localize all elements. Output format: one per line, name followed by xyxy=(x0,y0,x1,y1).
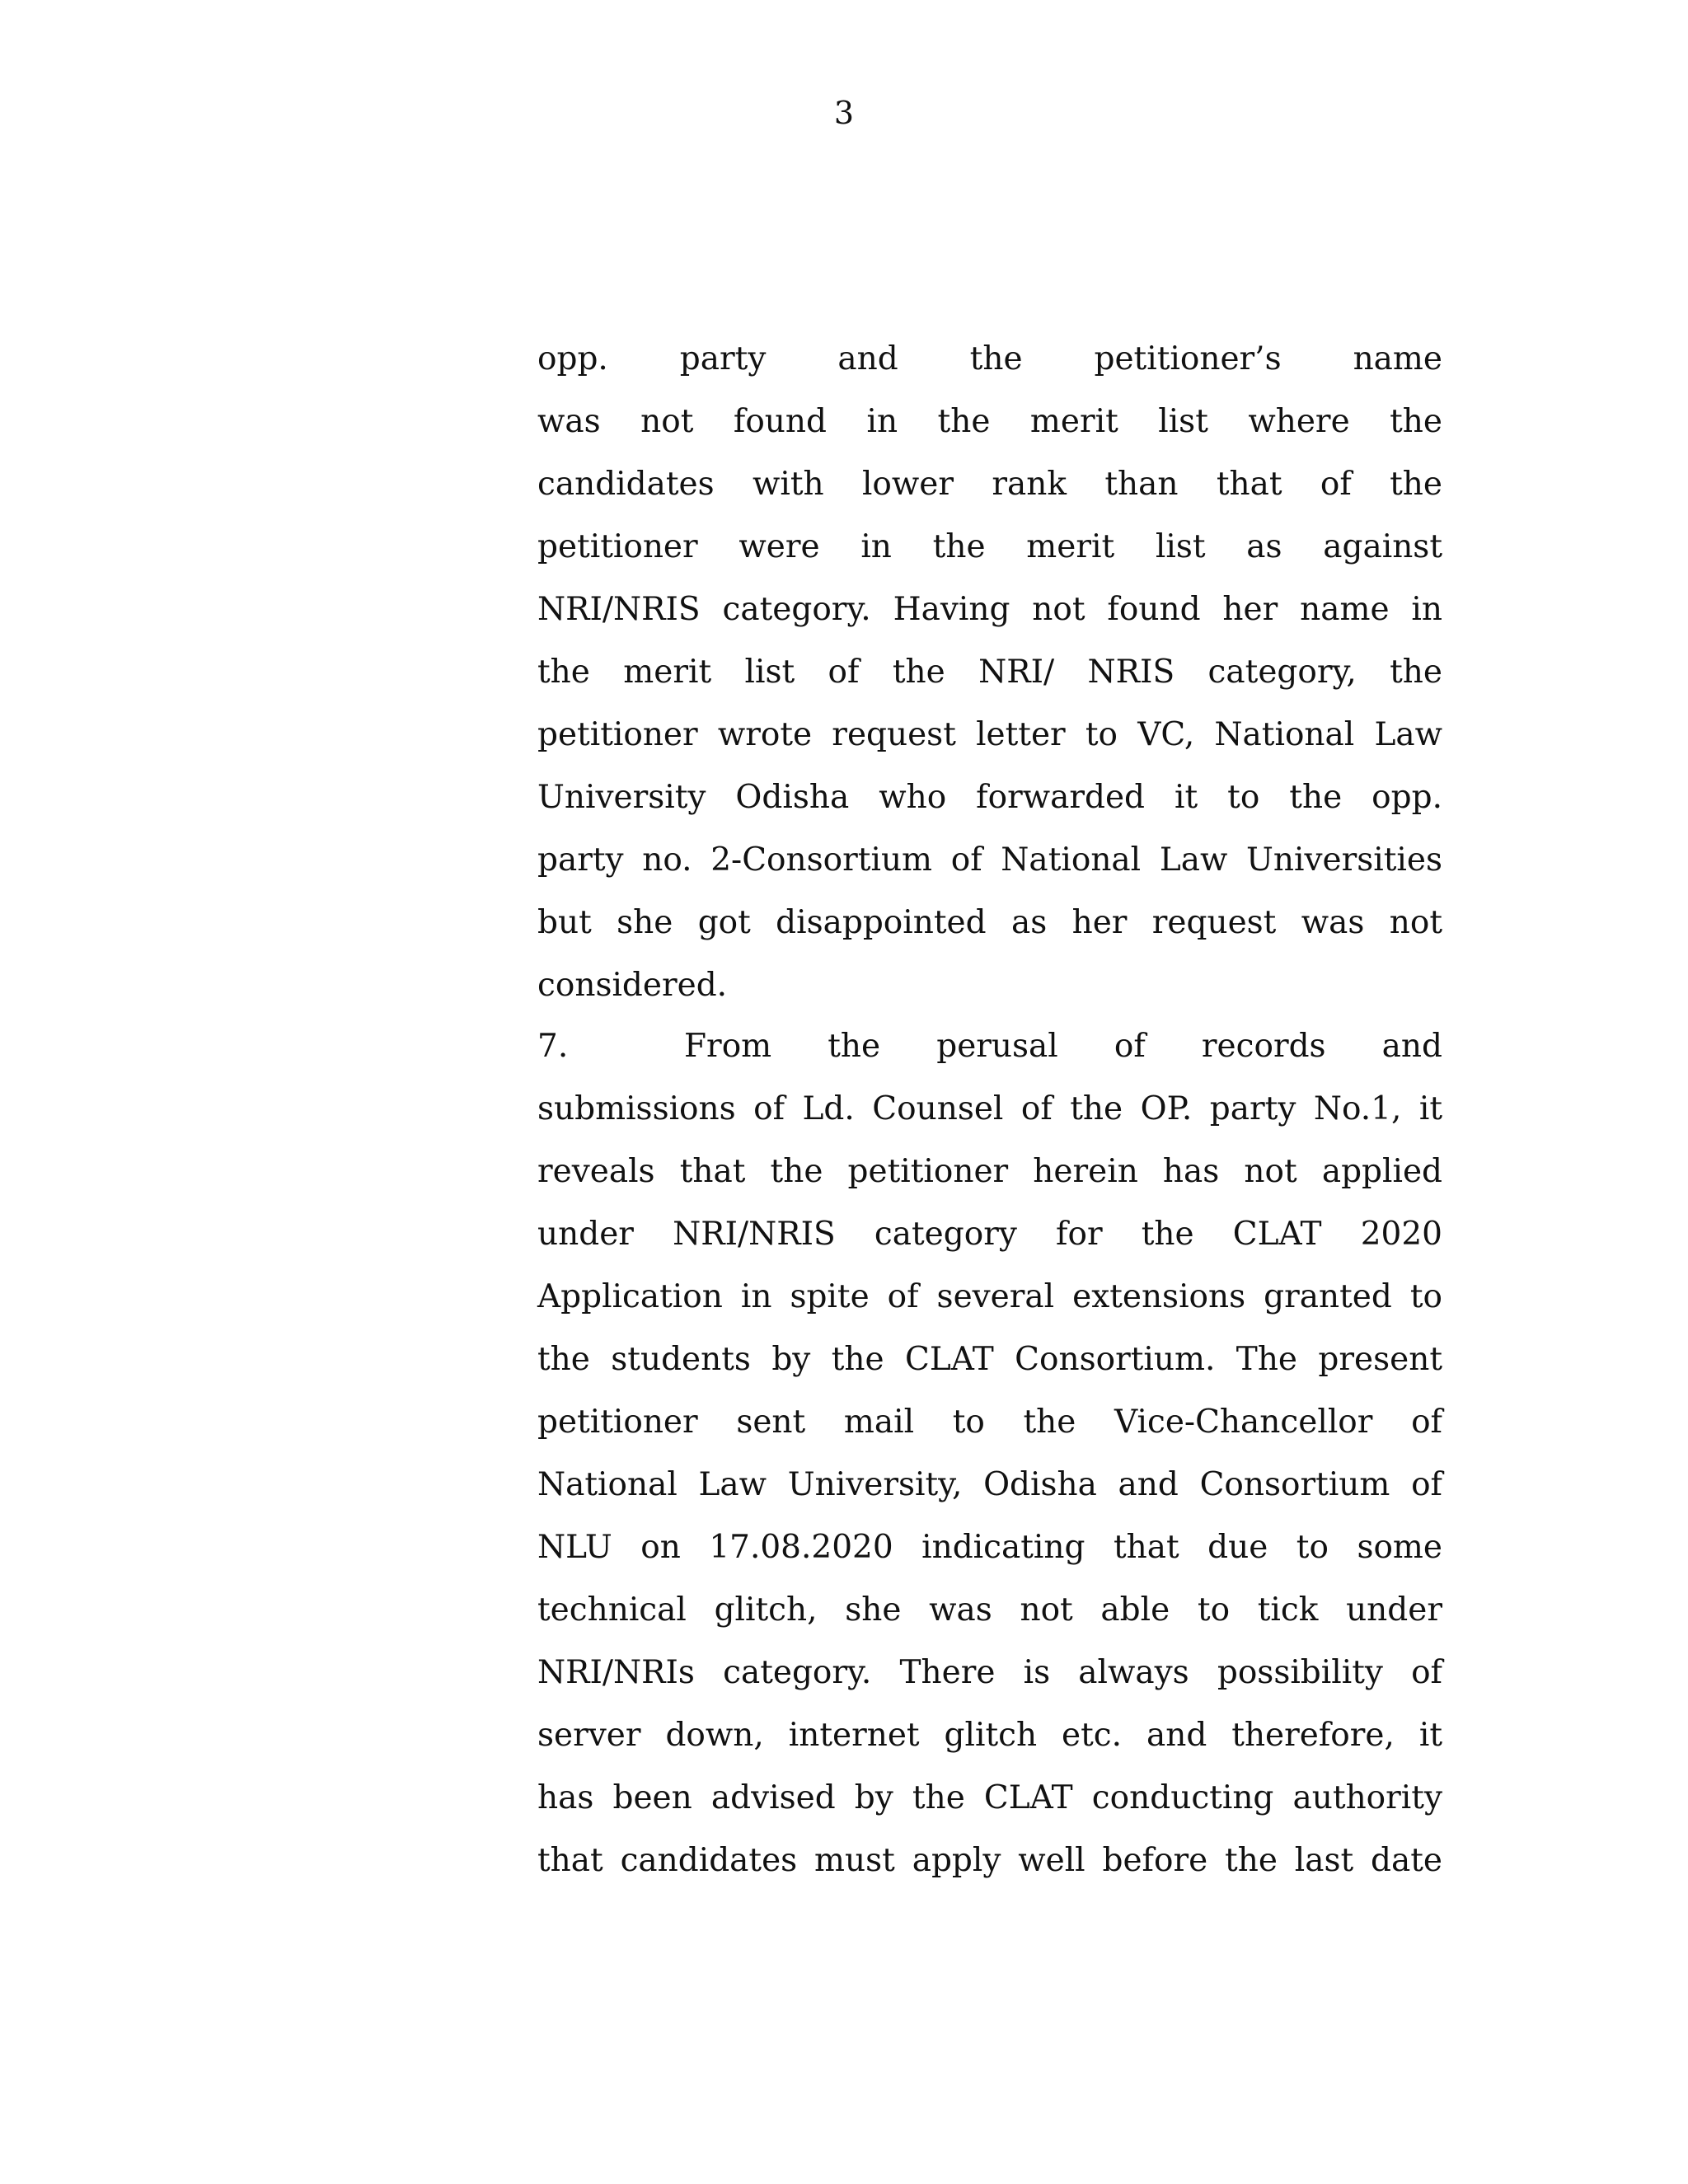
text-line: considered. xyxy=(537,967,728,1004)
text-line: petitioner sent mail to the Vice-Chancellor of xyxy=(537,1404,1442,1441)
paragraph-continued xyxy=(537,328,1442,1017)
text-line: technical glitch, she was not able to tick under xyxy=(537,1591,1442,1629)
text-line: From the perusal of records and xyxy=(684,1028,1442,1065)
text-line: server down, internet glitch etc. and therefore, it xyxy=(537,1717,1442,1754)
text-line: the merit list of the NRI/ NRIS category, the xyxy=(537,654,1442,691)
text-line: National Law University, Odisha and Consortium of xyxy=(537,1466,1442,1503)
text-line: NRI/NRIS category. Having not found her name in xyxy=(537,591,1442,628)
text-line: submissions of Ld. Counsel of the OP. party No.1, it xyxy=(537,1090,1442,1127)
text-line: that candidates must apply well before the last date xyxy=(537,1842,1442,1879)
page-number: 3 xyxy=(833,95,855,131)
text-line: party no. 2-Consortium of National Law Universities xyxy=(537,841,1442,879)
paragraph-number: 7. xyxy=(537,1028,569,1065)
text-line: has been advised by the CLAT conducting authority xyxy=(537,1779,1442,1816)
text-line: petitioner were in the merit list as against xyxy=(537,528,1442,565)
text-line: Application in spite of several extensions granted to xyxy=(537,1278,1442,1315)
text-line: reveals that the petitioner herein has not applied xyxy=(537,1153,1442,1190)
text-line: the students by the CLAT Consortium. The present xyxy=(537,1341,1442,1378)
text-line: petitioner wrote request letter to VC, National Law xyxy=(537,716,1442,753)
paragraph-7 xyxy=(537,1015,1442,1892)
text-line: opp. party and the petitioner’s name xyxy=(537,340,1442,377)
text-line: NRI/NRIs category. There is always possibility of xyxy=(537,1654,1442,1691)
text-line: candidates with lower rank than that of the xyxy=(537,466,1442,503)
text-line: under NRI/NRIS category for the CLAT 2020 xyxy=(537,1216,1442,1253)
text-line: was not found in the merit list where the xyxy=(537,403,1442,440)
text-line: but she got disappointed as her request was not xyxy=(537,904,1442,941)
text-line: NLU on 17.08.2020 indicating that due to some xyxy=(537,1529,1442,1566)
paragraph-7-first-line xyxy=(537,1015,1442,1078)
text-line: University Odisha who forwarded it to the opp. xyxy=(537,779,1442,816)
